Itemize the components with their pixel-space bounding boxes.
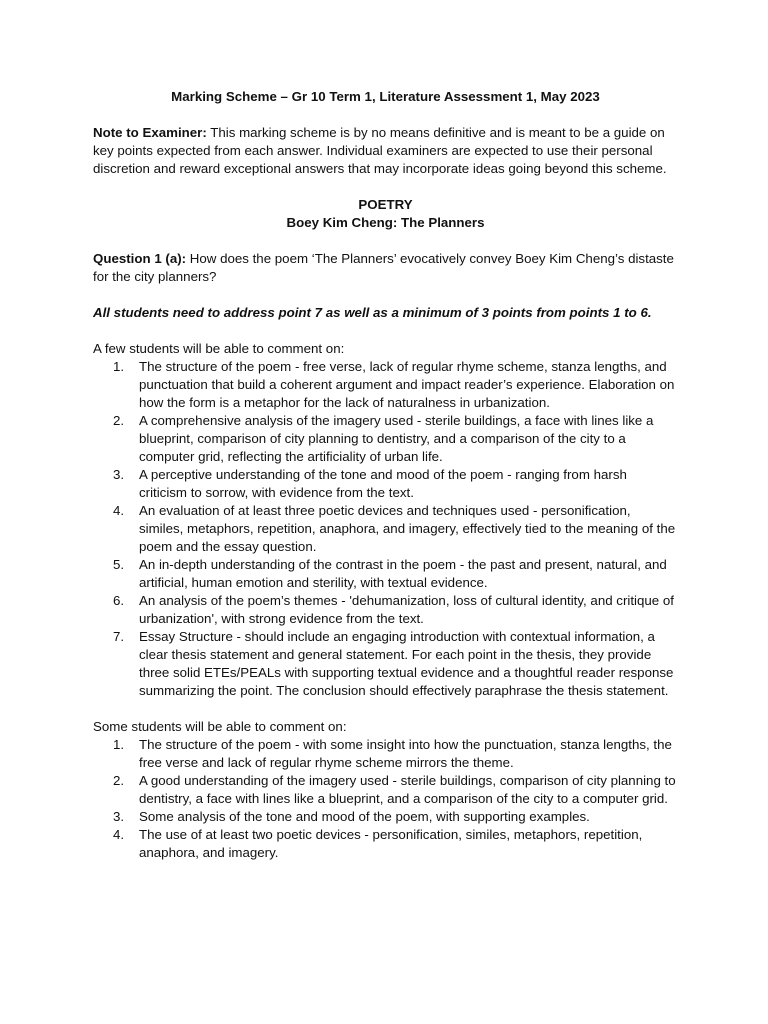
list-item-text: Essay Structure - should include an engaging introduction with contextual information, a clear thesis statement and general statement. For each point in the thesis, they provide three solid ETEs/PEALs with supporting textual evidence and a thoughtful reader response summarizing the point. The conclusion should effectively paraphrase the thesis statement.	[139, 629, 674, 698]
document-body	[93, 88, 678, 862]
question-1a	[93, 250, 678, 286]
list-item	[93, 556, 678, 592]
poem-title: Boey Kim Cheng: The Planners	[286, 215, 485, 230]
section-title: POETRY	[358, 197, 413, 212]
list-item-text: The structure of the poem - with some insight into how the punctuation, stanza lengths, the free verse and lack of regular rhyme scheme mirrors the theme.	[139, 737, 672, 770]
list-number: 4.	[113, 503, 125, 518]
list-number: 5.	[113, 557, 125, 572]
list-number: 2.	[113, 413, 125, 428]
some-students-intro: Some students will be able to comment on:	[93, 719, 347, 734]
list-item-text: The structure of the poem - free verse, lack of regular rhyme scheme, stanza lengths, and punctuation that build a coherent argument and impact reader’s experience. Elaboration on how the form is a metaphor for the lack of naturalness in urbanization.	[139, 359, 675, 410]
examiner-note-text: This marking scheme is by no means definitive and is meant to be a guide on key points expected from each answer. Individual examiners are expected to use their personal discretion and reward exceptional answers that may incorporate ideas going beyond this scheme.	[93, 125, 667, 176]
list-number: 3.	[113, 809, 125, 824]
list-item-text: Some analysis of the tone and mood of the poem, with supporting examples.	[139, 809, 590, 824]
examiner-note-label: Note to Examiner:	[93, 125, 207, 140]
some-students-list	[93, 736, 678, 862]
list-item	[93, 358, 678, 412]
list-item	[93, 628, 678, 700]
list-item-text: A good understanding of the imagery used - sterile buildings, comparison of city planning to dentistry, a face with lines like a blueprint, and a comparison of the city to a computer grid.	[139, 773, 676, 806]
list-item-text: An in-depth understanding of the contrast in the poem - the past and present, natural, and artificial, human emotion and sterility, with textual evidence.	[139, 557, 667, 590]
marking-instruction: All students need to address point 7 as well as a minimum of 3 points from points 1 to 6.	[93, 305, 652, 320]
list-item	[93, 826, 678, 862]
list-number: 4.	[113, 827, 125, 842]
few-students-list	[93, 358, 678, 700]
list-item-text: An analysis of the poem’s themes - 'dehumanization, loss of cultural identity, and critique of urbanization', with strong evidence from the text.	[139, 593, 674, 626]
list-item-text: A perceptive understanding of the tone and mood of the poem - ranging from harsh criticism to sorrow, with evidence from the text.	[139, 467, 627, 500]
list-item	[93, 772, 678, 808]
list-item	[93, 592, 678, 628]
question-label: Question 1 (a):	[93, 251, 187, 266]
list-number: 1.	[113, 359, 125, 374]
list-number: 2.	[113, 773, 125, 788]
list-item	[93, 808, 678, 826]
list-item-text: The use of at least two poetic devices - personification, similes, metaphors, repetition, anaphora, and imagery.	[139, 827, 643, 860]
list-item	[93, 466, 678, 502]
question-text: How does the poem ‘The Planners’ evocatively convey Boey Kim Cheng’s distaste for the city planners?	[93, 251, 674, 284]
list-number: 1.	[113, 737, 125, 752]
examiner-note	[93, 124, 678, 178]
list-item	[93, 412, 678, 466]
list-number: 3.	[113, 467, 125, 482]
list-item	[93, 502, 678, 556]
list-item	[93, 736, 678, 772]
document-title: Marking Scheme – Gr 10 Term 1, Literature Assessment 1, May 2023	[171, 89, 600, 104]
list-number: 6.	[113, 593, 125, 608]
few-students-intro: A few students will be able to comment on:	[93, 341, 345, 356]
section-heading	[93, 196, 678, 232]
list-number: 7.	[113, 629, 125, 644]
list-item-text: An evaluation of at least three poetic devices and techniques used - personification, similes, metaphors, repetition, anaphora, and imagery, effectively tied to the meaning of the poem and the essay question.	[139, 503, 676, 554]
list-item-text: A comprehensive analysis of the imagery used - sterile buildings, a face with lines like a blueprint, comparison of city planning to dentistry, and a comparison of the city to a computer grid, reflecting the artificiality of urban life.	[139, 413, 654, 464]
